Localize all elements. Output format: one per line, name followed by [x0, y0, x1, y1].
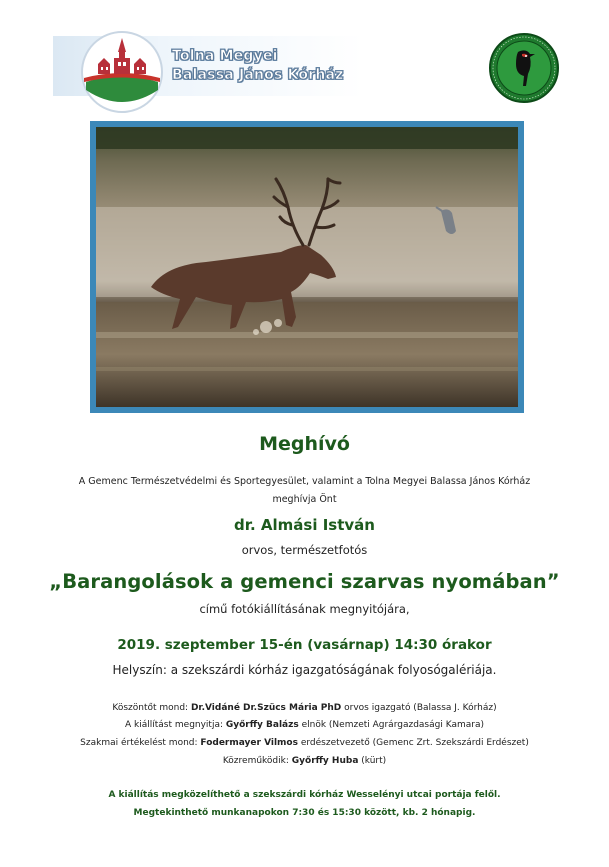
credit-line: Szakmai értékelést mond: Fodermayer Vilmos erdészetvezető (Gemenc Zrt. Szekszárdi Erdészet): [80, 738, 529, 748]
credit-name: Dr.Vidáné Dr.Szücs Mária PhD: [190, 703, 342, 713]
credit-name: Fodermayer Vilmos: [200, 738, 298, 748]
hospital-emblem-icon: [80, 30, 164, 114]
hours-note: Megtekinthető munkanapokon 7:30 és 15:30 között, kb. 2 hónapig.: [133, 808, 476, 818]
invites-line: meghívja Önt: [272, 494, 337, 505]
header: [0, 0, 609, 115]
event-venue: Helyszín: a szekszárdi kórház igazgatóságának folyosógalériája.: [112, 663, 497, 677]
credit-line: Köszöntőt mond: Dr.Vidáné Dr.Szücs Mária PhD orvos igazgató (Balassa J. Kórház): [112, 703, 497, 713]
speaker-profession: orvos, természetfotós: [241, 543, 368, 557]
access-note: A kiállítás megközelíthető a szekszárdi kórház Wesselényi utcai portája felől.: [108, 790, 501, 800]
hospital-name-line2: Balassa János Kórház: [172, 67, 344, 83]
speaker-name: dr. Almási István: [234, 516, 375, 534]
credit-line: Közreműködik: Győrffy Huba (kürt): [222, 756, 387, 766]
credit-name: Győrffy Huba: [291, 756, 359, 766]
woodpecker-seal-icon: [488, 32, 560, 104]
credit-line: A kiállítást megnyitja: Győrffy Balázs elnök (Nemzeti Agrárgazdasági Kamara): [125, 720, 484, 730]
invitation-title: Meghívó: [259, 433, 350, 455]
red-deer-photo: [96, 127, 518, 407]
exhibition-title: „Barangolások a gemenci szarvas nyomában”: [49, 570, 560, 593]
hospital-name-line1: Tolna Megyei: [172, 48, 278, 64]
event-date: 2019. szeptember 15-én (vasárnap) 14:30 órakor: [117, 637, 492, 653]
credit-name: Győrffy Balázs: [225, 720, 299, 730]
hosts-line: A Gemenc Természetvédelmi és Sportegyesület, valamint a Tolna Megyei Balassa János Kórház: [78, 476, 531, 487]
hospital-name: [172, 47, 344, 85]
exhibition-subtitle: című fotókiállításának megnyitójára,: [199, 602, 410, 616]
